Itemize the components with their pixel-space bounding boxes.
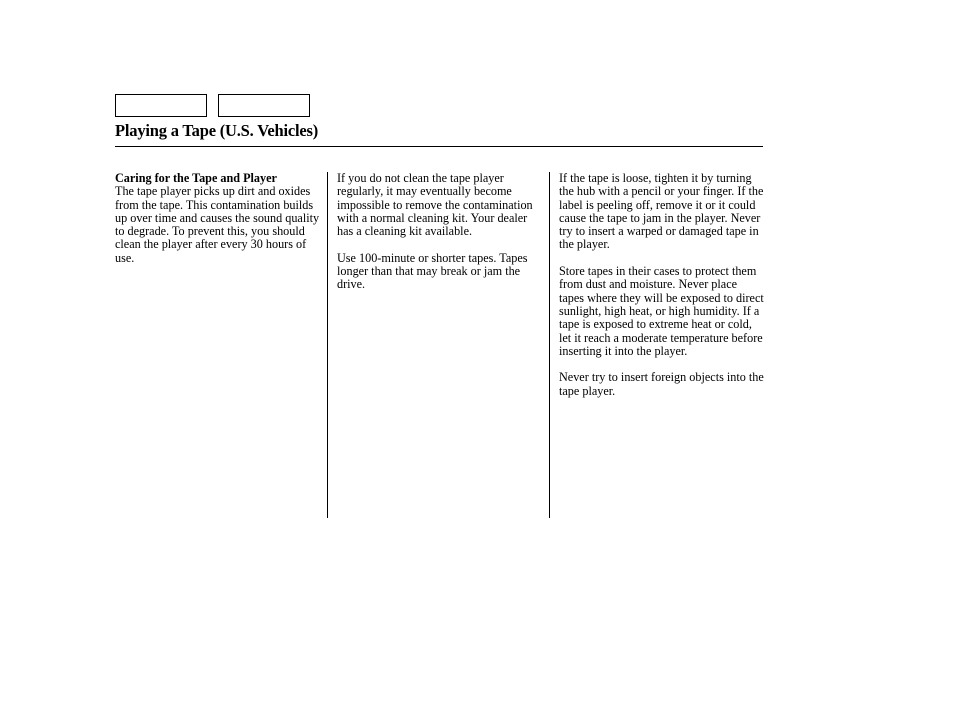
text-column-3 xyxy=(559,172,765,411)
nav-button-main-menu[interactable] xyxy=(115,94,207,117)
column-divider xyxy=(327,172,328,518)
paragraph: Store tapes in their cases to protect them from dust and moisture. Never place tapes where they will be exposed to direct sunlight, high heat, or high humidity. If a tape is exposed to extreme heat or cold, let it reach a moderate temperature before inserting it into the player. xyxy=(559,264,764,358)
section-subheading: Caring for the Tape and Player xyxy=(115,171,277,185)
column-divider xyxy=(549,172,550,518)
paragraph: If the tape is loose, tighten it by turning the hub with a pencil or your finger. If the label is peeling off, remove it or it could cause the tape to jam in the player. Never try to insert a warped or damaged tape in the player. xyxy=(559,171,764,252)
text-column-2 xyxy=(337,172,543,305)
paragraph-text: The tape player picks up dirt and oxides from the tape. This contamination builds up over time and causes the sound quality to degrade. To prevent this, you should clean the player after every 30 hours of use. xyxy=(115,184,320,265)
paragraph: If you do not clean the tape player regularly, it may eventually become impossible to remove the contamination with a normal cleaning kit. Your dealer has a cleaning kit available. xyxy=(337,171,533,239)
text-column-1 xyxy=(115,172,320,278)
nav-button-table-of-contents[interactable] xyxy=(218,94,310,117)
title-divider xyxy=(115,146,763,147)
paragraph xyxy=(115,172,320,265)
page-title: Playing a Tape (U.S. Vehicles) xyxy=(115,121,319,140)
paragraph: Never try to insert foreign objects into the tape player. xyxy=(559,370,764,398)
paragraph: Use 100-minute or shorter tapes. Tapes longer than that may break or jam the drive. xyxy=(337,250,528,292)
